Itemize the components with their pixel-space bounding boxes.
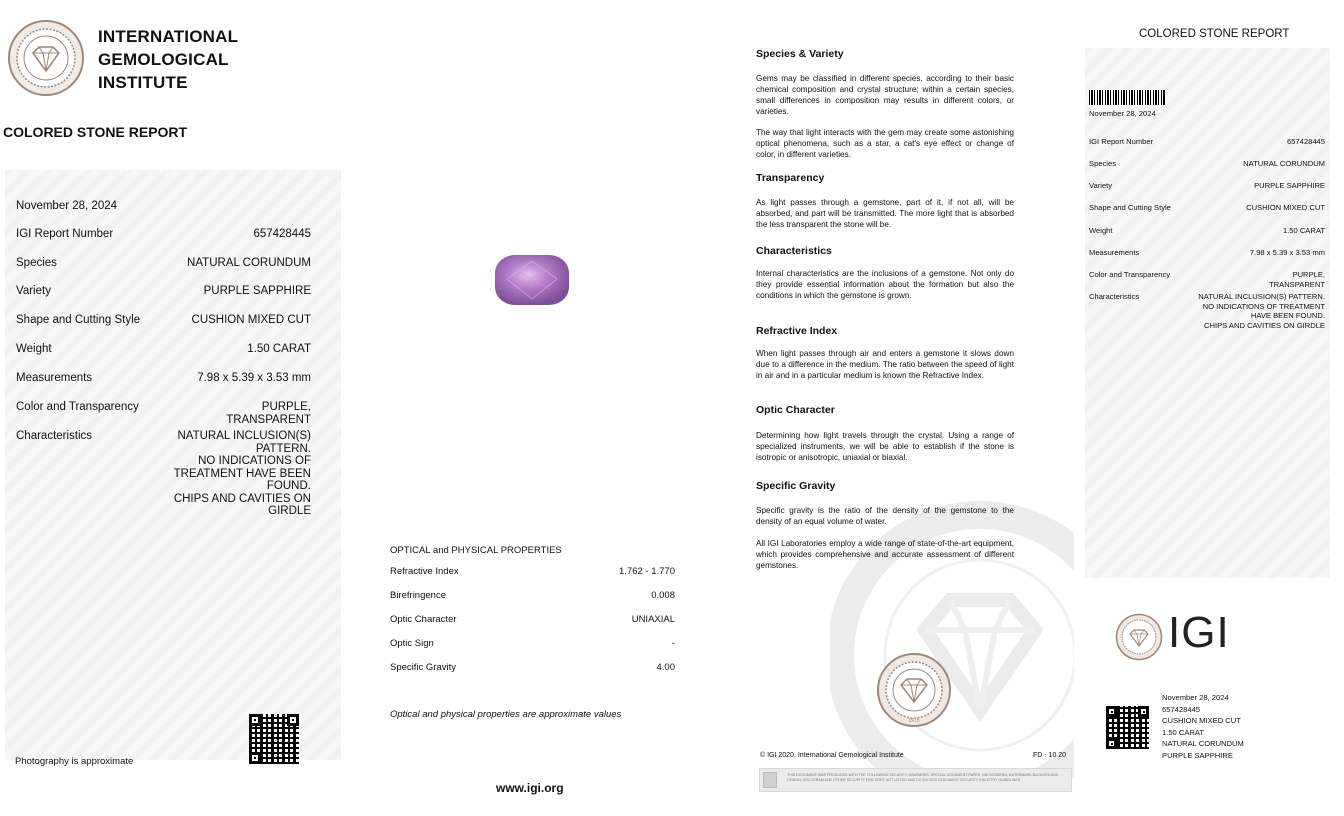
row-value: 1.50 CARAT <box>1282 226 1325 235</box>
igi-wordmark: IGI <box>1168 608 1230 657</box>
row-value: 1.50 CARAT <box>247 343 311 355</box>
color-value-1: PURPLE, <box>1292 270 1325 279</box>
optic-text: Determining how light travels through the crystal. Using a range of specialized instruments, we will be able to establish if the stone is isotropic or anisotropic, uniaxial or biaxial. <box>756 431 1014 462</box>
row-label: Variety <box>16 285 51 297</box>
report-date: November 28, 2024 <box>16 200 118 212</box>
row-label: Optic Sign <box>390 638 434 649</box>
document-icon <box>763 772 777 788</box>
optical-note: Optical and physical properties are approximate values <box>390 709 622 720</box>
row-value: 0.008 <box>651 590 675 601</box>
optical-row-optic-sign <box>390 638 675 649</box>
species-text-1: Gems may be classified in different species, according to their basic chemical composition and crystal structure; within a certain species, small differences in composition may results in different colors, or varieties. <box>756 74 1014 116</box>
report-title: COLORED STONE REPORT <box>3 124 188 140</box>
row-value: UNIAXIAL <box>631 614 675 625</box>
row-value: CUSHION MIXED CUT <box>1246 203 1325 212</box>
row-label: Species <box>1089 159 1117 168</box>
transparency-text: As light passes through a gemstone, part of it, if not all, will be absorbed, and part will be transmitted. The more light that is absorbed the less transparent the stone will be. <box>756 198 1014 229</box>
row-label: Weight <box>16 343 52 355</box>
optical-row-birefringence <box>390 590 675 601</box>
characteristics-text: Internal characteristics are the inclusions of a gemstone. Not only do they provide essential information about the formation but also the conditions in which the gemstone is grown. <box>756 269 1014 300</box>
card-row-weight <box>1089 226 1325 236</box>
barcode <box>1089 90 1165 105</box>
row-value <box>1269 270 1325 289</box>
char-line: TREATMENT HAVE BEEN <box>173 467 311 480</box>
report-row-variety <box>16 285 311 298</box>
row-value <box>174 430 311 518</box>
ri-title: Refractive Index <box>756 325 838 337</box>
sg-text-2: All IGI Laboratories employ a wide range of state-of-the-art equipment, which provides comprehensive and accurate assessment of different gemstones. <box>756 539 1014 570</box>
row-label: IGI Report Number <box>1089 137 1154 146</box>
brand-line-1: INTERNATIONAL <box>98 27 239 46</box>
row-label: Optic Character <box>390 614 457 625</box>
report-row-color <box>16 401 311 426</box>
brand-line-3: INSTITUTE <box>98 73 188 92</box>
char-line: NO INDICATIONS OF TREATMENT <box>1202 301 1325 311</box>
char-line: GIRDLE <box>268 505 311 517</box>
card-row-number <box>1089 137 1325 147</box>
color-value-2: TRANSPARENT <box>1269 279 1325 289</box>
color-value-1: PURPLE, <box>261 401 311 413</box>
row-label: Birefringence <box>390 590 446 601</box>
report-row-number <box>16 228 311 241</box>
row-label: Measurements <box>16 372 93 384</box>
optic-title: Optic Character <box>756 404 835 416</box>
photo-note: Photography is approximate <box>15 756 134 767</box>
security-text: THIS DOCUMENT WAS PRODUCED WITH THE FOLLOWING SECURITY MEASURES: SPECIAL DOCUMENT PAPER, INK SCREENS, WATERMARK BACKGROUND DESIGN, HOLOGRAM AND OTHER SECURITY FEATURES NOT LISTED AND DO EXCEED DOCUMENT SECURITY INDUSTRY GUIDELINES <box>787 773 1059 782</box>
char-line: NATURAL INCLUSION(S) <box>177 430 311 442</box>
igi-seal-logo <box>7 19 85 97</box>
species-title: Species & Variety <box>756 48 844 60</box>
char-line: CHIPS AND CAVITIES ON GIRDLE <box>1204 320 1325 330</box>
report-row-characteristics <box>16 430 311 518</box>
row-value: PURPLE SAPPHIRE <box>203 285 311 297</box>
row-label: IGI Report Number <box>16 228 114 240</box>
brand-line-2: GEMOLOGICAL <box>98 50 229 69</box>
copyright: © IGI 2020, International Gemological Institute <box>760 752 904 759</box>
species-text-2: The way that light interacts with the gem may create some astonishing optical phenomena, such as a star, a cat's eye effect or change of color, in different varieties. <box>756 128 1014 159</box>
char-line: CHIPS AND CAVITIES ON <box>173 492 311 505</box>
row-value: NATURAL CORUNDUM <box>187 257 311 269</box>
card-row-species <box>1089 159 1325 169</box>
row-label: Refractive Index <box>390 566 459 577</box>
optical-row-ri <box>390 566 675 577</box>
card-row-shape <box>1089 203 1325 213</box>
row-label: Color and Transparency <box>1089 270 1171 279</box>
row-value: 4.00 <box>656 662 675 673</box>
card-seal-logo <box>1115 613 1163 661</box>
color-value-2: TRANSPARENT <box>226 413 311 426</box>
sg-text-1: Specific gravity is the ratio of the density of the gemstone to the density of an equal volume of water. <box>756 506 1014 526</box>
row-label: Characteristics <box>1089 292 1140 301</box>
ri-text: When light passes through air and enters a gemstone it slows down due to a difference in the medium. The ratio between the speed of light in air and in a particular medium is known the Refractive Index. <box>756 349 1014 380</box>
card-row-characteristics <box>1089 292 1325 330</box>
char-line: FOUND. <box>266 480 311 492</box>
row-value: 657428445 <box>253 228 311 240</box>
report-row-measurements <box>16 372 311 385</box>
report-row-shape <box>16 314 311 327</box>
row-label: Shape and Cutting Style <box>1089 203 1171 212</box>
qr-code <box>249 714 299 764</box>
summary-line: NATURAL CORUNDUM <box>1162 739 1244 749</box>
form-code: FD - 10 20 <box>1033 752 1067 759</box>
row-label: Measurements <box>1089 248 1140 257</box>
optical-row-sg <box>390 662 675 673</box>
row-value: 657428445 <box>1286 137 1325 146</box>
char-line: NO INDICATIONS OF <box>198 455 311 467</box>
char-line: HAVE BEEN FOUND. <box>1250 311 1325 321</box>
center-seal-logo <box>876 652 952 728</box>
row-value: 7.98 x 5.39 x 3.53 mm <box>197 372 311 384</box>
row-label: Shape and Cutting Style <box>16 314 141 326</box>
row-label: Specific Gravity <box>390 662 456 673</box>
brand-name <box>98 25 238 94</box>
row-value: PURPLE SAPPHIRE <box>1254 181 1325 190</box>
optical-title: OPTICAL and PHYSICAL PROPERTIES <box>390 545 562 556</box>
optical-row-optic-character <box>390 614 675 625</box>
card-row-color <box>1089 270 1325 289</box>
summary-line: 1.50 CARAT <box>1162 727 1205 737</box>
card-row-measurements <box>1089 248 1325 258</box>
char-line: NATURAL INCLUSION(S) PATTERN. <box>1198 292 1325 301</box>
char-line: PATTERN. <box>255 442 311 455</box>
summary-line: PURPLE SAPPHIRE <box>1162 750 1233 760</box>
row-label: Color and Transparency <box>16 401 139 413</box>
row-label: Characteristics <box>16 430 93 442</box>
characteristics-title: Characteristics <box>756 245 832 257</box>
row-value: 1.762 - 1.770 <box>619 566 675 577</box>
sg-title: Specific Gravity <box>756 480 836 492</box>
row-label: Species <box>16 257 57 269</box>
row-label: Variety <box>1089 181 1113 190</box>
card-date: November 28, 2024 <box>1089 109 1156 118</box>
row-value <box>226 401 311 426</box>
security-strip <box>759 768 1072 792</box>
report-row-species <box>16 257 311 270</box>
website-link[interactable]: www.igi.org <box>496 781 564 795</box>
row-label: Weight <box>1089 226 1113 235</box>
transparency-title: Transparency <box>756 172 825 184</box>
row-value: CUSHION MIXED CUT <box>191 314 311 326</box>
seal-year: 1975 <box>908 718 920 724</box>
card-summary <box>1162 692 1244 762</box>
report-row-weight <box>16 343 311 356</box>
card-title: COLORED STONE REPORT <box>1139 28 1290 40</box>
summary-line: November 28, 2024 <box>1162 693 1229 702</box>
card-qr-code <box>1106 706 1149 749</box>
gemstone-photo <box>493 253 571 307</box>
card-row-variety <box>1089 181 1325 191</box>
summary-line: 657428445 <box>1162 704 1201 714</box>
row-value <box>1198 292 1325 330</box>
summary-line: CUSHION MIXED CUT <box>1162 716 1241 726</box>
row-value: NATURAL CORUNDUM <box>1243 159 1325 168</box>
row-value: 7.98 x 5.39 x 3.53 mm <box>1249 248 1325 257</box>
row-value: - <box>671 638 675 649</box>
